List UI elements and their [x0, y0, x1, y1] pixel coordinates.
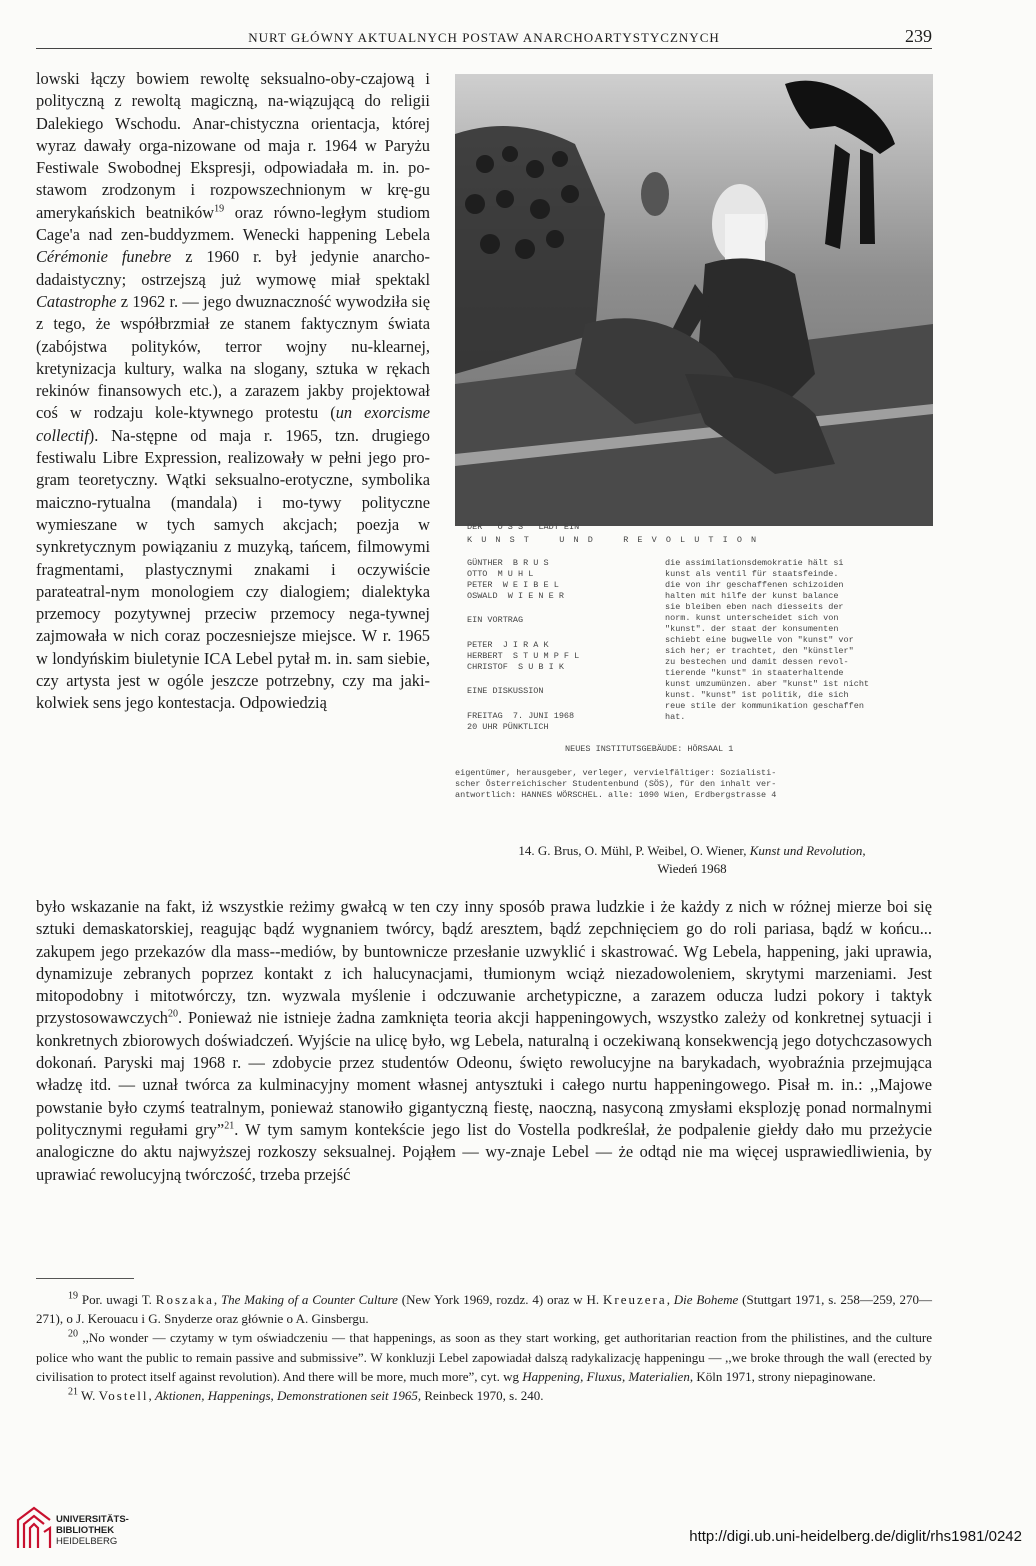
poster-venue: NEUES INSTITUTSGEBÄUDE: HÖRSAAL 1 — [565, 744, 734, 754]
full-width-body-text — [36, 896, 932, 1186]
poster-manifesto-line: die von ihr geschaffenen schizoiden — [665, 580, 844, 590]
footnote-20: $^{20}$ ,,No wonder — czytamy w tym oświadczeniu — that happenings, as soon as they start working, get authoritarian reaction from the philistines, and the culture police who want the public to remain passive and submissive”. W konkluzji Lebel zapowiadał dalszą radykalizację happeningu — ,,we broke through the wall (erected by civilisation to protect itself against revolution). And there will be more, much more”, cyt. wg Happening, Fluxus, Materialien, Köln 1971, strony niepaginowane. — [36, 1329, 933, 1384]
poster-manifesto-line: hat. — [665, 712, 686, 722]
poster-line: CHRISTOF S U B I K — [467, 662, 564, 672]
poster-manifesto-line: sich her; er trachtet, den "künstler" — [665, 646, 854, 656]
poster-line: OSWALD W I E N E R — [467, 591, 564, 601]
photo-illustration — [455, 74, 933, 526]
poster-manifesto-line: sie bleiben eben nach diesseits der — [665, 602, 844, 612]
column-body-text — [36, 68, 430, 715]
poster-manifesto-line: die assimilationsdemokratie hält si — [665, 558, 844, 568]
footnote-19: $^{19}$ Por. uwagi T. Roszaka, The Making of a Counter Culture (New York 1969, rozdz. 4) oraz w H. Kreuzera, Die Boheme (Stuttgart 1971, s. 258—259, 270—271), o J. Kerouacu i G. Snyderze oraz głównie o A. Ginsbergu. — [36, 1290, 932, 1327]
poster-imprint-line: eigentümer, herausgeber, verleger, vervielfältiger: Sozialisti- — [455, 768, 777, 778]
poster-manifesto-line: halten mit hilfe der kunst balance — [665, 591, 839, 601]
poster-line: FREITAG 7. JUNI 1968 — [467, 711, 575, 721]
poster-line: HERBERT S T U M P F L — [467, 651, 580, 661]
poster-line: PETER J I R A K — [467, 640, 549, 650]
poster-manifesto-line: norm. kunst unterscheidet sich von — [665, 613, 839, 623]
poster-manifesto-line: "kunst". der staat der konsumenten — [665, 624, 839, 634]
header-rule — [36, 48, 932, 49]
footnote-21: $^{21}$ W. Vostell, Aktionen, Happenings, Demonstrationen seit 1965, Reinbeck 1970, s. 240. — [68, 1386, 544, 1404]
running-title: NURT GŁÓWNY AKTUALNYCH POSTAW ANARCHOARTYSTYCZNYCH — [248, 30, 720, 45]
body-paragraph: było wskazanie na fakt, iż wszystkie reżimy gwałcą w ten czy inny sposób prawa ludzkie i że każdy z nich w różnej mierze boi się sztuki demaskatorskiej, reagując bądź wygnaniem twórcy, bądź aresztem, bądź zepchnięciem go do roli pariasa, bądź w końcu... zakupem jego przekazów dla mass--mediów, by buntownicze przesłanie uzwyklić i skastrować. Wg Lebela, happening, jaki uprawia, dynamizuje zebranych poprzez kontakt z ich halucynacjami, tłumionym wciąż niezadowoleniem, skrytymi marzeniami. Jest mitopodobny i mitotwórczy, tzn. wyzwala myślenie i odczuwanie archetypiczne, a zarazem oducza ludzi pokory i taktyk przystosowawczych$^{20}$. Ponieważ nie istnieje żadna zamknięta teoria akcji happeningowych, wszystko zależy od konkretnej sytuacji i konkretnych zbiorowych doświadczeń. Wyjście na ulicę było, wg Lebela, naturalną i oczekiwaną konsekwencją jego dotychczasowych dokonań. Paryski maj 1968 r. — zdobycie przez studentów Odeonu, święto rewolucyjne na barykadach, wyobraźnia przejmująca władzę itd. — uznał twórca za kulminacyjny moment własnej antysztuki i całego nurtu happeningowego. Pisał m. in.: ,,Majowe powstanie było czymś teatralnym, ponieważ stanowiło gigantyczną fiestę, naoczną, nasyconą zmysłami eksplozję ponad normalnymi politycznymi regułami gry”$^{21}$. W tym samym kontekście jego list do Vostella podkreślał, że podpalenie giełdy dało mu przeżycie analogiczne do aktu najwyższej rozkoszy seksualnej. Pojąłem — wy-znaje Lebel — że odtąd nie ma więcej usprawiedliwienia, by uprawiać rewolucyjną twórczość, trzeba przejść — [36, 897, 932, 1184]
footnotes — [36, 1290, 932, 1405]
footnote-ref-19[interactable]: 19 — [214, 203, 225, 215]
poster-manifesto-line: reue stile der kommunikation geschaffen — [665, 701, 864, 711]
poster-line: OTTO M U H L — [467, 569, 534, 579]
poster-line: K U N S T U N D R E V O L U T I O N — [467, 535, 759, 545]
source-url-link[interactable]: http://digi.ub.uni-heidelberg.de/diglit/rhs1981/0242 — [689, 1528, 1022, 1545]
poster-manifesto-line: kunst umzumünzen. aber "kunst" ist nicht — [665, 679, 870, 689]
poster-line: PETER W E I B E L — [467, 580, 559, 590]
poster-line: 20 UHR PÜNKTLICH — [467, 722, 549, 732]
poster-line: DER Ö S S LADT EIN — [467, 522, 580, 532]
poster-line: EINE DISKUSSION — [467, 686, 544, 696]
footnote-rule — [36, 1278, 134, 1279]
poster-manifesto-line: tierende "kunst" in staaterhaltende — [665, 668, 844, 678]
running-header — [36, 28, 932, 48]
column-paragraph: lowski łączy bowiem rewoltę seksualno-oby-czajową i polityczną z rewoltą magiczną, na-wiązującą do religii Dalekiego Wschodu. Anar-chistyczna orientacja, której wyraz dawały orga-nizowane od maja r. 1964 w Paryżu Festiwale Swobodnej Ekspresji, odpowiadała m. in. po-stawom zrodzonym i rozpowszechnionym w krę-gu amerykańskich beatników$^{19}$ oraz równo-ległym studiom Cage'a nad zen-buddyzmem. Wenecki happening Lebela Cérémonie funebre z 1960 r. był jedynie anarcho-dadaistyczny; ostrzejszą już wymowę miał spektakl Catastrophe z 1962 r. — jego dwuznaczność wywodziła się z tego, że współbrzmiał ze stanem faktycznym świata (zabójstwa polityków, terror wojny nu-klearnej, kretynizacja kultury, walka na slogany, sztuka w rękach rekinów finansowych etc.), a zarazem jakby projektował coś w rodzaju kole-ktywnego protestu (un exorcisme collectif). Na-stępne od maja r. 1965, tzn. drugiego festiwalu Libre Expression, realizowały w pełni jego pro-gram teoretyczny. Wątki seksualno-erotyczne, symbolika maiczno-rytualna (mandala) i mo-tywy polityczne wymieszane w tych samych akcjach; poezja w synkretycznym powiązaniu z muzyką, tańcem, filmowymi fragmentami, plastycznymi znakami i oczywiście parateatral-nym monologiem czy dialogiem; dialektyka przemocy pozytywnej przeciw przemocy nega-tywnej zajmowała w nich coraz poczesniejsze miejsce. W r. 1965 w londyńskim biuletynie ICA Lebel pytał m. in. sam siebie, czy artysta jest w ogóle jeszcze potrzebny, czy ma jaki-kolwiek sens jego kontestacja. Odpowiedzią — [36, 69, 431, 713]
poster-manifesto-line: zu bestechen und damit dessen revol- — [665, 657, 849, 667]
footnote-ref-20[interactable]: 20 — [168, 1009, 178, 1021]
poster-line: GÜNTHER B R U S — [467, 558, 549, 568]
poster-manifesto-line: kunst. "kunst" ist politik, die sich — [665, 690, 849, 700]
poster-imprint-line: antwortlich: HANNES WÖRSCHEL. alle: 1090 Wien, Erdbergstrasse 4 — [455, 790, 777, 800]
library-emblem-icon — [14, 1504, 54, 1552]
event-poster — [455, 522, 933, 812]
university-library-logo[interactable]: UNIVERSITÄTS- BIBLIOTHEK HEIDELBERG — [10, 1500, 170, 1556]
poster-line: EIN VORTRAG — [467, 615, 524, 625]
footnote-ref-21[interactable]: 21 — [224, 1120, 235, 1132]
page-number: 239 — [905, 26, 932, 46]
poster-manifesto-line: kunst als ventil für staatsfeinde. — [665, 569, 839, 579]
figure-caption: 14. G. Brus, O. Mühl, P. Weibel, O. Wiener, Kunst und Revolution, Wiedeń 1968 — [518, 843, 866, 876]
poster-imprint-line: scher Österreichischer Studentenbund (SÖS), für den inhalt ver- — [455, 779, 777, 789]
poster-manifesto-line: schiebt eine bugwelle von "kunst" vor — [665, 635, 854, 645]
happening-photograph — [455, 74, 933, 526]
